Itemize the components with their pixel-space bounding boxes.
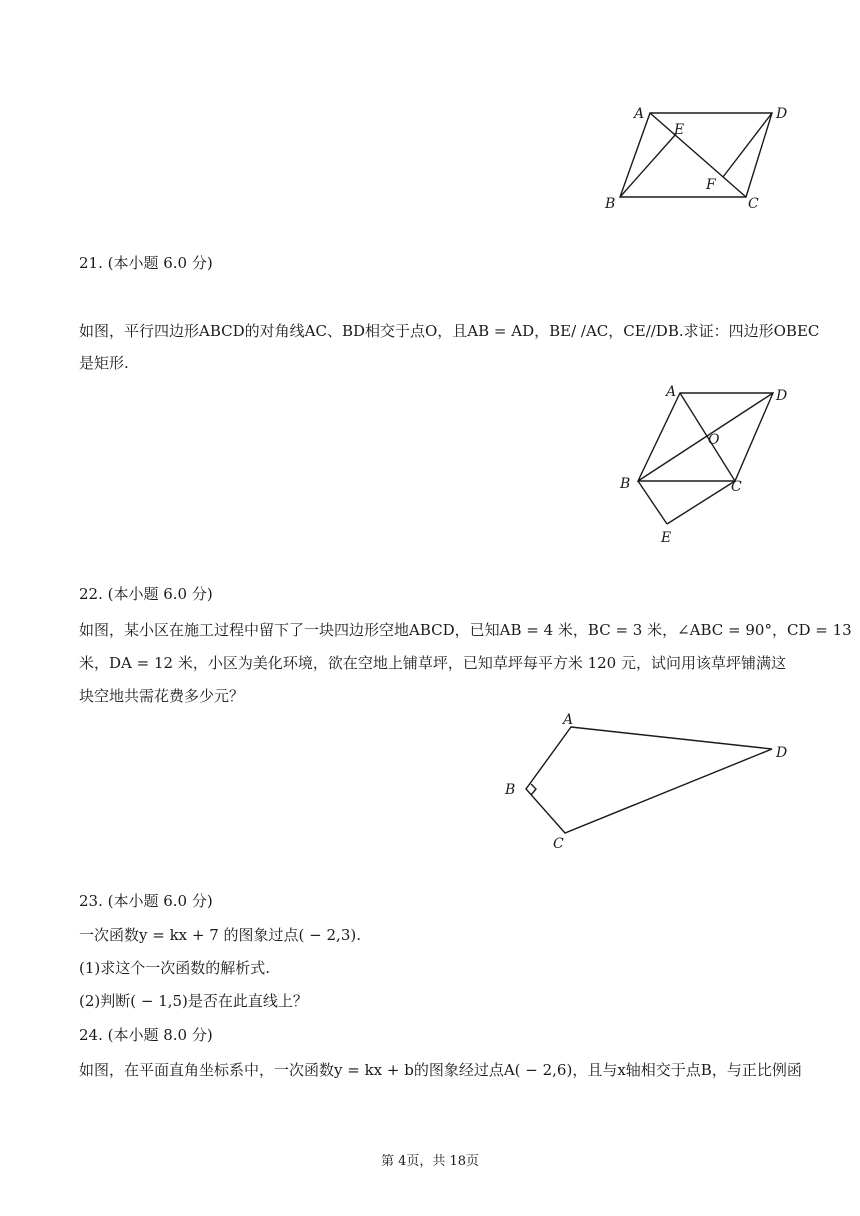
q22-text-line3: 块空地共需花费多少元？	[79, 687, 245, 705]
label-c: C	[748, 196, 759, 212]
label-c: C	[553, 836, 564, 852]
q22-heading: 22. (本小题 6.0 分)	[79, 585, 213, 603]
q22-text-line1: 如图，某小区在施工过程中留下了一块四边形空地ABCD，已知AB = 4 米，BC = 3 米，∠ABC = 90°，CD = 13	[79, 621, 852, 639]
q21-text-line2: 是矩形.	[79, 354, 129, 372]
right-angle-mark	[531, 784, 536, 795]
q23-heading: 23. (本小题 6.0 分)	[79, 892, 213, 910]
label-a: A	[634, 106, 645, 122]
label-e: E	[661, 530, 672, 545]
q23-text-line1: 一次函数y = kx + 7 的图象过点( − 2,3).	[79, 926, 361, 944]
q23-part2: (2)判断( − 1,5)是否在此直线上？	[79, 992, 308, 1010]
figure-quadrilateral-abcd	[495, 705, 800, 855]
figure-parallelogram-ef	[590, 100, 800, 215]
figure-parallelogram-obec	[610, 380, 800, 545]
q24-heading: 24. (本小题 8.0 分)	[79, 1026, 213, 1044]
label-e: E	[674, 122, 685, 138]
q22-text-line2: 米，DA = 12 米，小区为美化环境，欲在空地上铺草坪，已知草坪每平方米 120 元，试问用该草坪铺满这	[79, 654, 786, 672]
q21-text-line1: 如图，平行四边形ABCD的对角线AC、BD相交于点O，且AB = AD，BE/ /AC，CE//DB.求证：四边形OBEC	[79, 322, 820, 340]
page-footer: 第 4页，共 18页	[380, 1154, 480, 1169]
q24-text-line1: 如图，在平面直角坐标系中，一次函数y = kx + b的图象经过点A( − 2,6)，且与x轴相交于点B，与正比例函	[79, 1061, 802, 1079]
label-f: F	[706, 177, 716, 193]
label-b: B	[605, 196, 616, 212]
segment-be	[620, 134, 676, 197]
label-d: D	[776, 388, 788, 404]
quadrilateral-abcd	[526, 727, 772, 833]
label-a: A	[666, 384, 677, 400]
label-b: B	[505, 782, 516, 798]
label-d: D	[776, 106, 788, 122]
label-d: D	[776, 745, 788, 761]
segment-df	[723, 113, 772, 177]
label-c: C	[731, 479, 742, 495]
label-a: A	[563, 712, 574, 728]
parallelogram-abcd	[620, 113, 772, 197]
q23-part1: (1)求这个一次函数的解析式.	[79, 959, 271, 977]
segment-be	[638, 481, 667, 524]
label-b: B	[620, 476, 631, 492]
q21-heading: 21. (本小题 6.0 分)	[79, 254, 213, 272]
label-o: O	[708, 432, 720, 448]
diagonal-ac	[650, 113, 746, 197]
segment-ce	[667, 481, 735, 524]
